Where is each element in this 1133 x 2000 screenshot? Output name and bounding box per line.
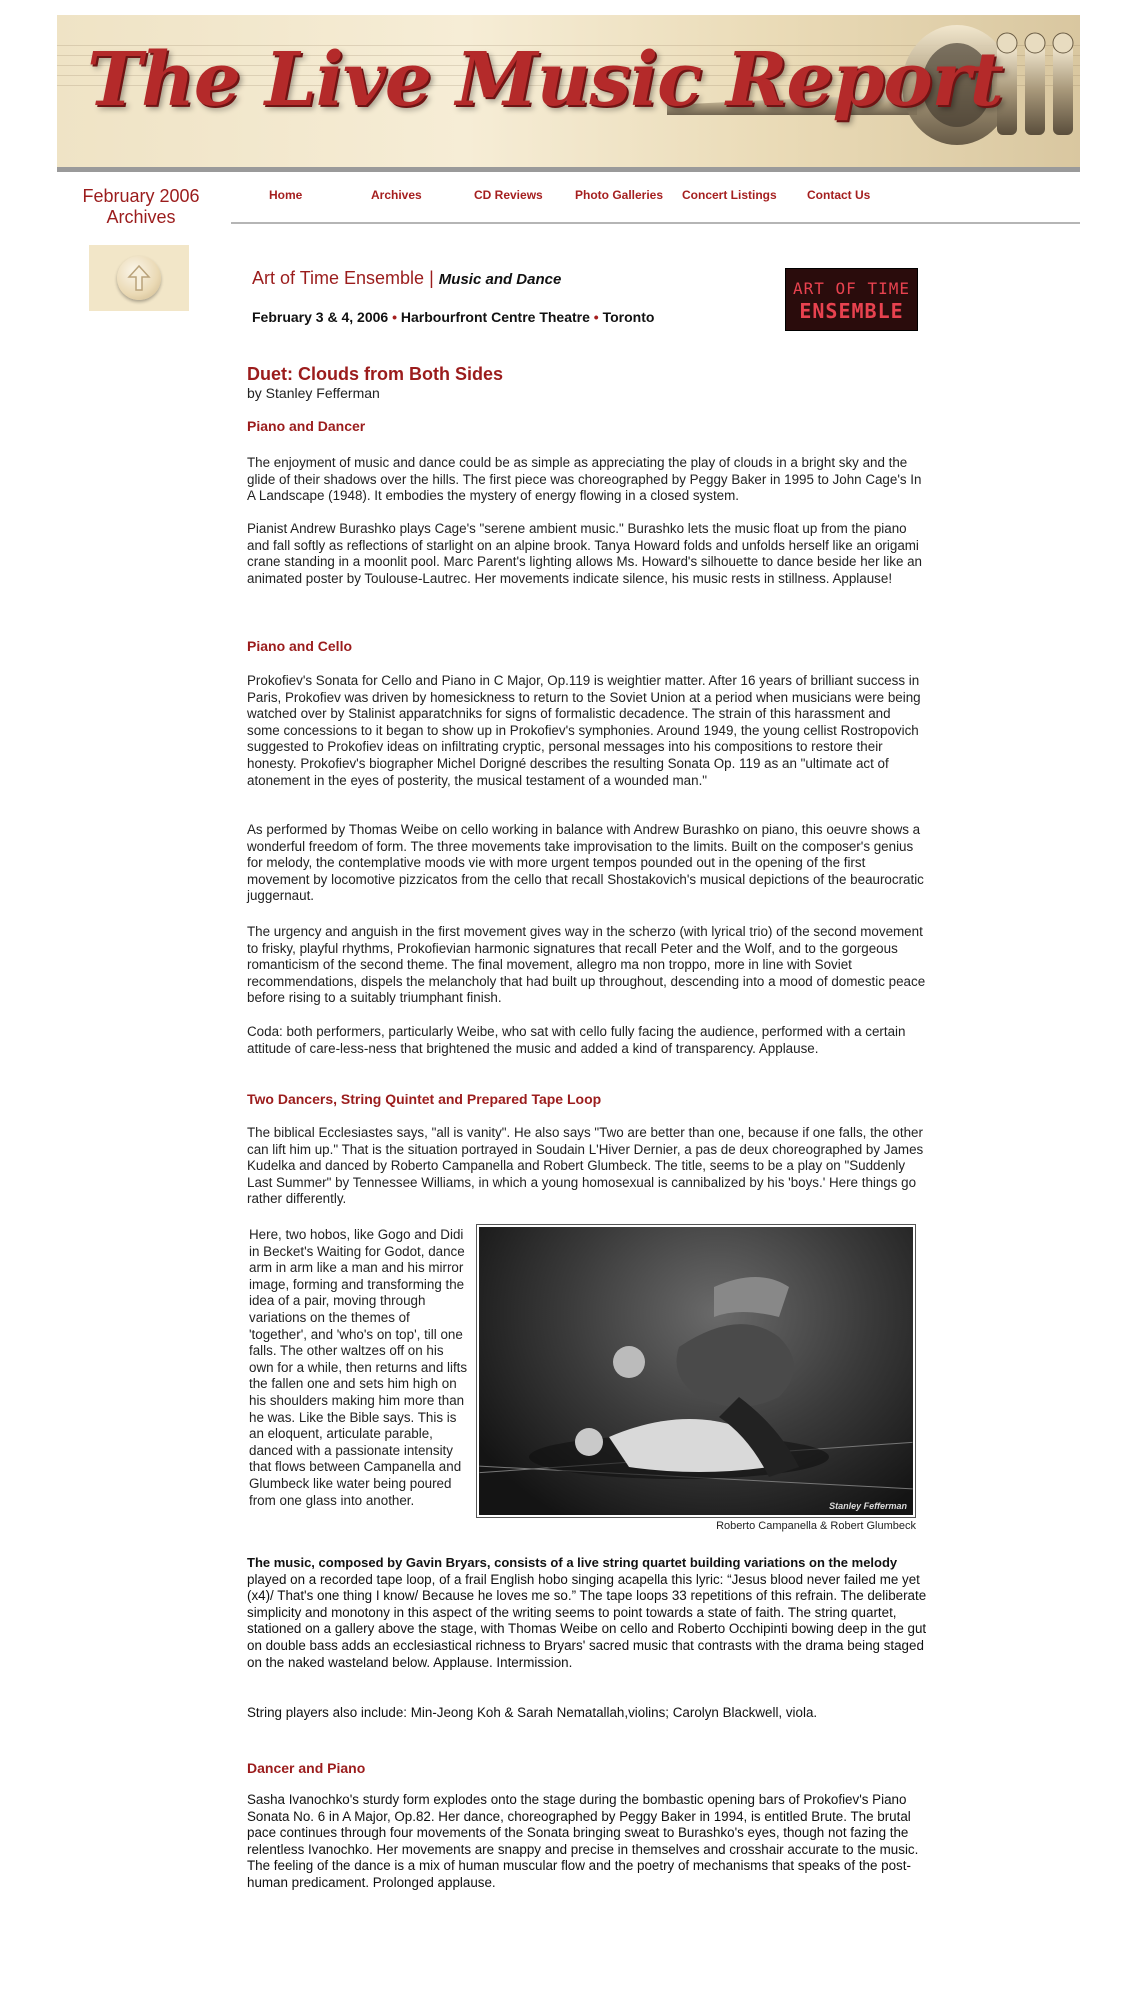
paragraph: The urgency and anguish in the first movement gives way in the scherzo (with lyrical trio) of the second movement to frisky, playful rhythms, Prokofievian harmonic signatures that recall Peter and the Wolf, and to the gorgeous romanticism of the second theme. The final movement, allegro ma non troppo, more in line with Soviet recommendations, dispels the melancholy that had built up throughout, descending into a mood of domestic peace before rising to a suitably triumphant finish. <box>247 924 926 1006</box>
bullet-icon: • <box>392 309 397 325</box>
nav-divider <box>231 222 1080 224</box>
music-lead: The music, composed by Gavin Bryars, consists of a live string quartet building variations on the melody <box>247 1555 898 1570</box>
paragraph: The enjoyment of music and dance could be as simple as appreciating the play of clouds in a bright sky and the glide of their shadows over the hills. The first piece was choreographed by Peggy Baker in 1995 to John Cage's In A Landscape (1948). It embodies the mystery of energy flowing in a closed system. <box>247 455 922 504</box>
nav-cd-reviews[interactable]: CD Reviews <box>474 188 543 202</box>
main-nav <box>231 188 1080 208</box>
event-subtitle: Music and Dance <box>438 271 562 288</box>
archives-heading-month: February 2006 <box>82 186 200 206</box>
site-banner <box>57 15 1080 172</box>
nav-home[interactable]: Home <box>269 188 303 202</box>
music-paragraph <box>247 1555 927 1671</box>
players-paragraph: String players also include: Min-Jeong Koh & Sarah Nematallah,violins; Carolyn Blackwell, viola. <box>247 1705 818 1720</box>
up-arrow-icon <box>117 256 161 300</box>
photo-credit: Stanley Fefferman <box>829 1501 907 1511</box>
nav-contact-us[interactable]: Contact Us <box>807 188 871 202</box>
dancers-figure-icon <box>479 1227 913 1515</box>
section-heading: Piano and Cello <box>247 638 353 654</box>
nav-photo-galleries[interactable]: Photo Galleries <box>575 188 664 202</box>
archives-heading <box>57 186 225 228</box>
event-venue: Harbourfront Centre Theatre <box>400 309 590 325</box>
photo-caption: Roberto Campanella & Robert Glumbeck <box>716 1520 916 1532</box>
archives-heading-label: Archives <box>106 207 176 227</box>
paragraph: Coda: both performers, particularly Weibe, who sat with cello fully facing the audience, performed with a certain attitude of care-less-ness that brightened the music and added a kind of transparency. Applause. <box>247 1024 906 1056</box>
event-details <box>252 309 654 325</box>
bullet-icon: • <box>593 309 599 325</box>
float-paragraph: Here, two hobos, like Gogo and Didi in Becket's Waiting for Godot, dance arm in arm like a man and his mirror image, forming and transforming the idea of a pair, moving through variations on the themes of 'together', and 'who's on top', till one falls. The other waltzes off on his own for a while, then returns and lifts the fallen one and sets him high on his shoulders making him more than he was. Like the Bible says. This is an eloquent, articulate parable, danced with a passionate intensity that flows between Campanella and Glumbeck like water being poured from one glass into another. <box>249 1227 468 1508</box>
paragraph: Prokofiev's Sonata for Cello and Piano in C Major, Op.119 is weightier matter. After 16 years of brilliant success in Paris, Prokofiev was driven by homesickness to return to the Soviet Union at a period when musicians were being watched over by Stalinist apparatchniks for signs of formalistic decadence. The strain of this harassment and some concessions to it began to show up in Prokofiev's symphonies. Around 1949, the young cellist Rostropovich suggested to Prokofiev ideas on infiltrating cryptic, personal messages into his compositions to restore their honesty. Prokofiev's biographer Michel Dorigné describes the resulting Sonata Op. 119 as an "ultimate act of atonement in the eyes of posterity, the musical testament of a wounded man." <box>247 673 921 788</box>
section-heading: Two Dancers, String Quintet and Prepared Tape Loop <box>247 1091 602 1107</box>
section-heading: Dancer and Piano <box>247 1760 366 1776</box>
event-city: Toronto <box>602 309 655 325</box>
paragraph: Pianist Andrew Burashko plays Cage's "serene ambient music." Burashko lets the music float up from the piano and fall softly as reflections of starlight on an alpine brook. Tanya Howard folds and unfolds herself like an origami crane standing in a moonlit pool. Marc Parent's lighting allows Ms. Howard's silhouette to dance beside her like an animated poster by Toulouse-Lautrec. Her movements indicate silence, his music rests in stillness. Applause! <box>247 521 923 586</box>
logo-line2: ENSEMBLE <box>799 298 904 323</box>
site-title[interactable]: The Live Music Report <box>87 37 1003 123</box>
paragraph: As performed by Thomas Weibe on cello working in balance with Andrew Burashko on piano, this oeuvre shows a wonderful freedom of form. The three movements take improvisation to the limits. Built on the composer's genius for melody, the contemplative moods vie with more urgent tempos pounded out in the opening of the first movement by locomotive pizzicatos from the cello that recall Shostakovich's musical depictions of the beaurocratic juggernaut. <box>247 822 924 904</box>
logo-line1: ART OF TIME <box>793 278 910 298</box>
paragraph: The biblical Ecclesiastes says, "all is vanity". He also says "Two are better than one, because if one falls, the other can lift him up." That is the situation portrayed in Soudain L'Hiver Dernier, a pas de deux choreographed by James Kudelka and danced by Roberto Campanella and Robert Glumbeck. The title, seems to be a play on "Suddenly Last Summer" by Tennessee Williams, in which a young homosexual is cannibalized by his 'boys.' Here things go rather differently. <box>247 1125 924 1207</box>
section-heading: Piano and Dancer <box>247 418 366 434</box>
music-rest: played on a recorded tape loop, of a frail English hobo singing acapella this lyric: “Jesus blood never failed me yet (x4)/ That's one thing I know/ Because he loves me so.” The tape loops 33 repetitions of this refrain. The deliberate simplicity and monotony in this aspect of the writing seems to point towards a state of faith. The string quartet, stationed on a gallery above the stage, with Thomas Weibe on cello and Roberto Occhipinti bowing deep in the gut on double bass adds an ecclesiastical richness to Bryars' sacred music that contrasts with the drama being staged on the naked wasteland below. Applause. Intermission. <box>247 1571 927 1670</box>
nav-concert-listings[interactable]: Concert Listings <box>682 188 777 202</box>
ensemble-logo <box>785 268 918 331</box>
ensemble-name: Art of Time Ensemble <box>252 268 425 288</box>
event-date: February 3 & 4, 2006 <box>252 309 389 325</box>
article-title: Duet: Clouds from Both Sides <box>247 364 503 384</box>
nav-archives[interactable]: Archives <box>371 188 422 202</box>
title-separator: | <box>429 268 434 288</box>
article-byline: by Stanley Fefferman <box>247 385 380 401</box>
dancers-photo <box>476 1224 916 1518</box>
back-to-top-button[interactable] <box>89 245 189 311</box>
paragraph: Sasha Ivanochko's sturdy form explodes onto the stage during the bombastic opening bars of Prokofiev's Piano Sonata No. 6 in A Major, Op.82. Her dance, choreographed by Peggy Baker in 1994, is entitled Brute. The brutal pace continues through four movements of the Sonata bringing sweat to Burashko's eyes, though not fazing the relentless Ivanochko. Her movements are snappy and precise in themselves and crosshair accurate to the music. The feeling of the dance is a mix of human muscular flow and the poetry of mechanisms that speaks of the post-human predicament. Prolonged applause. <box>247 1792 919 1890</box>
event-title <box>252 268 561 289</box>
